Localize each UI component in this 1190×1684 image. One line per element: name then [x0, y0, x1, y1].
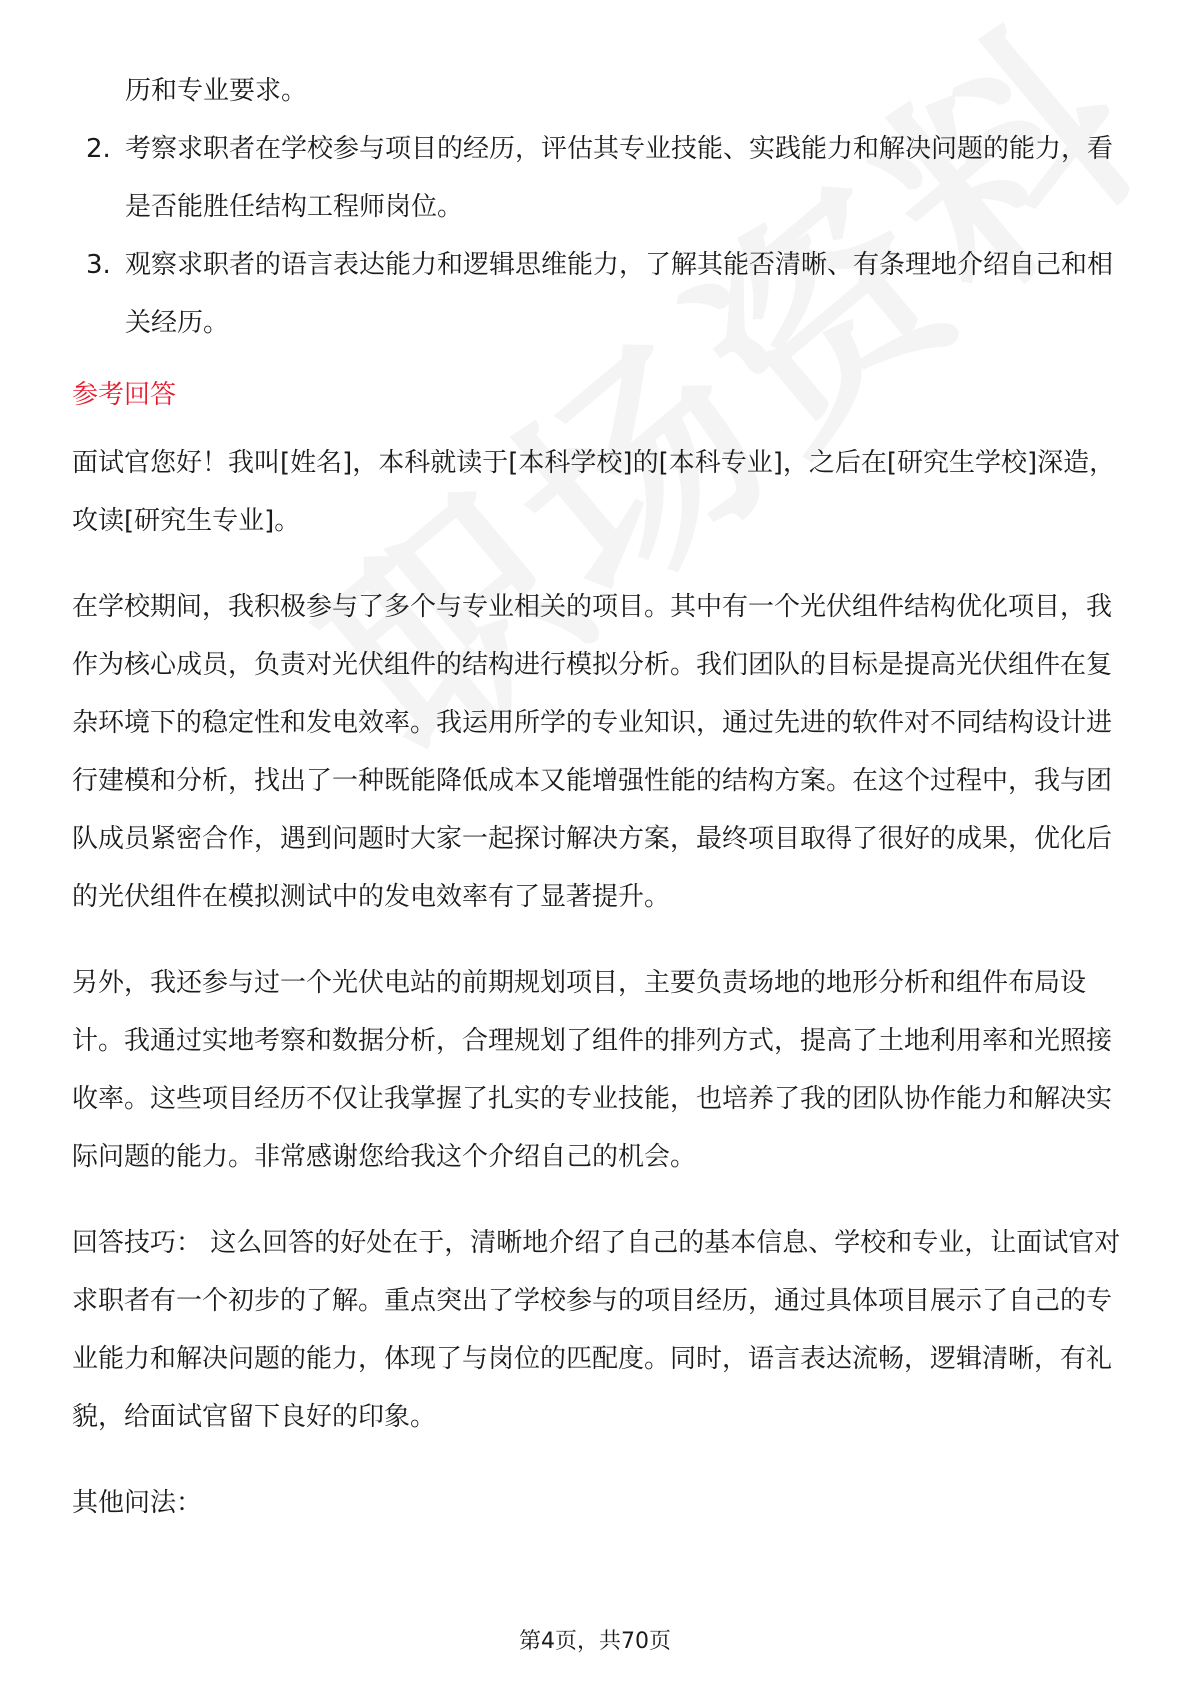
answer-intro-paragraph: 面试官您好！我叫[姓名]，本科就读于[本科学校]的[本科专业]，之后在[研究生学校]深造，攻读[研究生专业]。 — [72, 448, 1116, 536]
other-questions-label: 其他问法： — [72, 1488, 203, 1518]
list-number: 2. — [86, 134, 111, 164]
list-item — [72, 236, 1132, 352]
list-item-text: 观察求职者的语言表达能力和逻辑思维能力，了解其能否清晰、有条理地介绍自己和相关经历。 — [125, 250, 1114, 338]
answer-tips-paragraph: 回答技巧： 这么回答的好处在于，清晰地介绍了自己的基本信息、学校和专业，让面试官对求职者有一个初步的了解。重点突出了学校参与的项目经历，通过具体项目展示了自己的专业能力和解决问题的能力，体现了与岗位的匹配度。同时，语言表达流畅，逻辑清晰，有礼貌，给面试官留下良好的印象。 — [72, 1228, 1121, 1432]
section-heading: 参考回答 — [72, 380, 177, 410]
answer-project-paragraph: 在学校期间，我积极参与了多个与专业相关的项目。其中有一个光伏组件结构优化项目，我作为核心成员，负责对光伏组件的结构进行模拟分析。我们团队的目标是提高光伏组件在复杂环境下的稳定性和发电效率。我运用所学的专业知识，通过先进的软件对不同结构设计进行建模和分析，找出了一种既能降低成本又能增强性能的结构方案。在这个过程中，我与团队成员紧密合作，遇到问题时大家一起探讨解决方案，最终项目取得了很好的成果，优化后的光伏组件在模拟测试中的发电效率有了显著提升。 — [72, 592, 1113, 912]
page-number: 第4页，共70页 — [519, 1629, 671, 1654]
list-item-text: 考察求职者在学校参与项目的经历，评估其专业技能、实践能力和解决问题的能力，看是否能胜任结构工程师岗位。 — [125, 134, 1114, 222]
list-item — [72, 120, 1132, 236]
list-number: 3. — [86, 250, 111, 280]
list-continuation: 历和专业要求。 — [125, 76, 308, 106]
answer-extra-paragraph: 另外，我还参与过一个光伏电站的前期规划项目，主要负责场地的地形分析和组件布局设计。我通过实地考察和数据分析，合理规划了组件的排列方式，提高了土地利用率和光照接收率。这些项目经历不仅让我掌握了扎实的专业技能，也培养了我的团队协作能力和解决实际问题的能力。非常感谢您给我这个介绍自己的机会。 — [72, 968, 1113, 1172]
page-content — [72, 62, 1132, 1560]
